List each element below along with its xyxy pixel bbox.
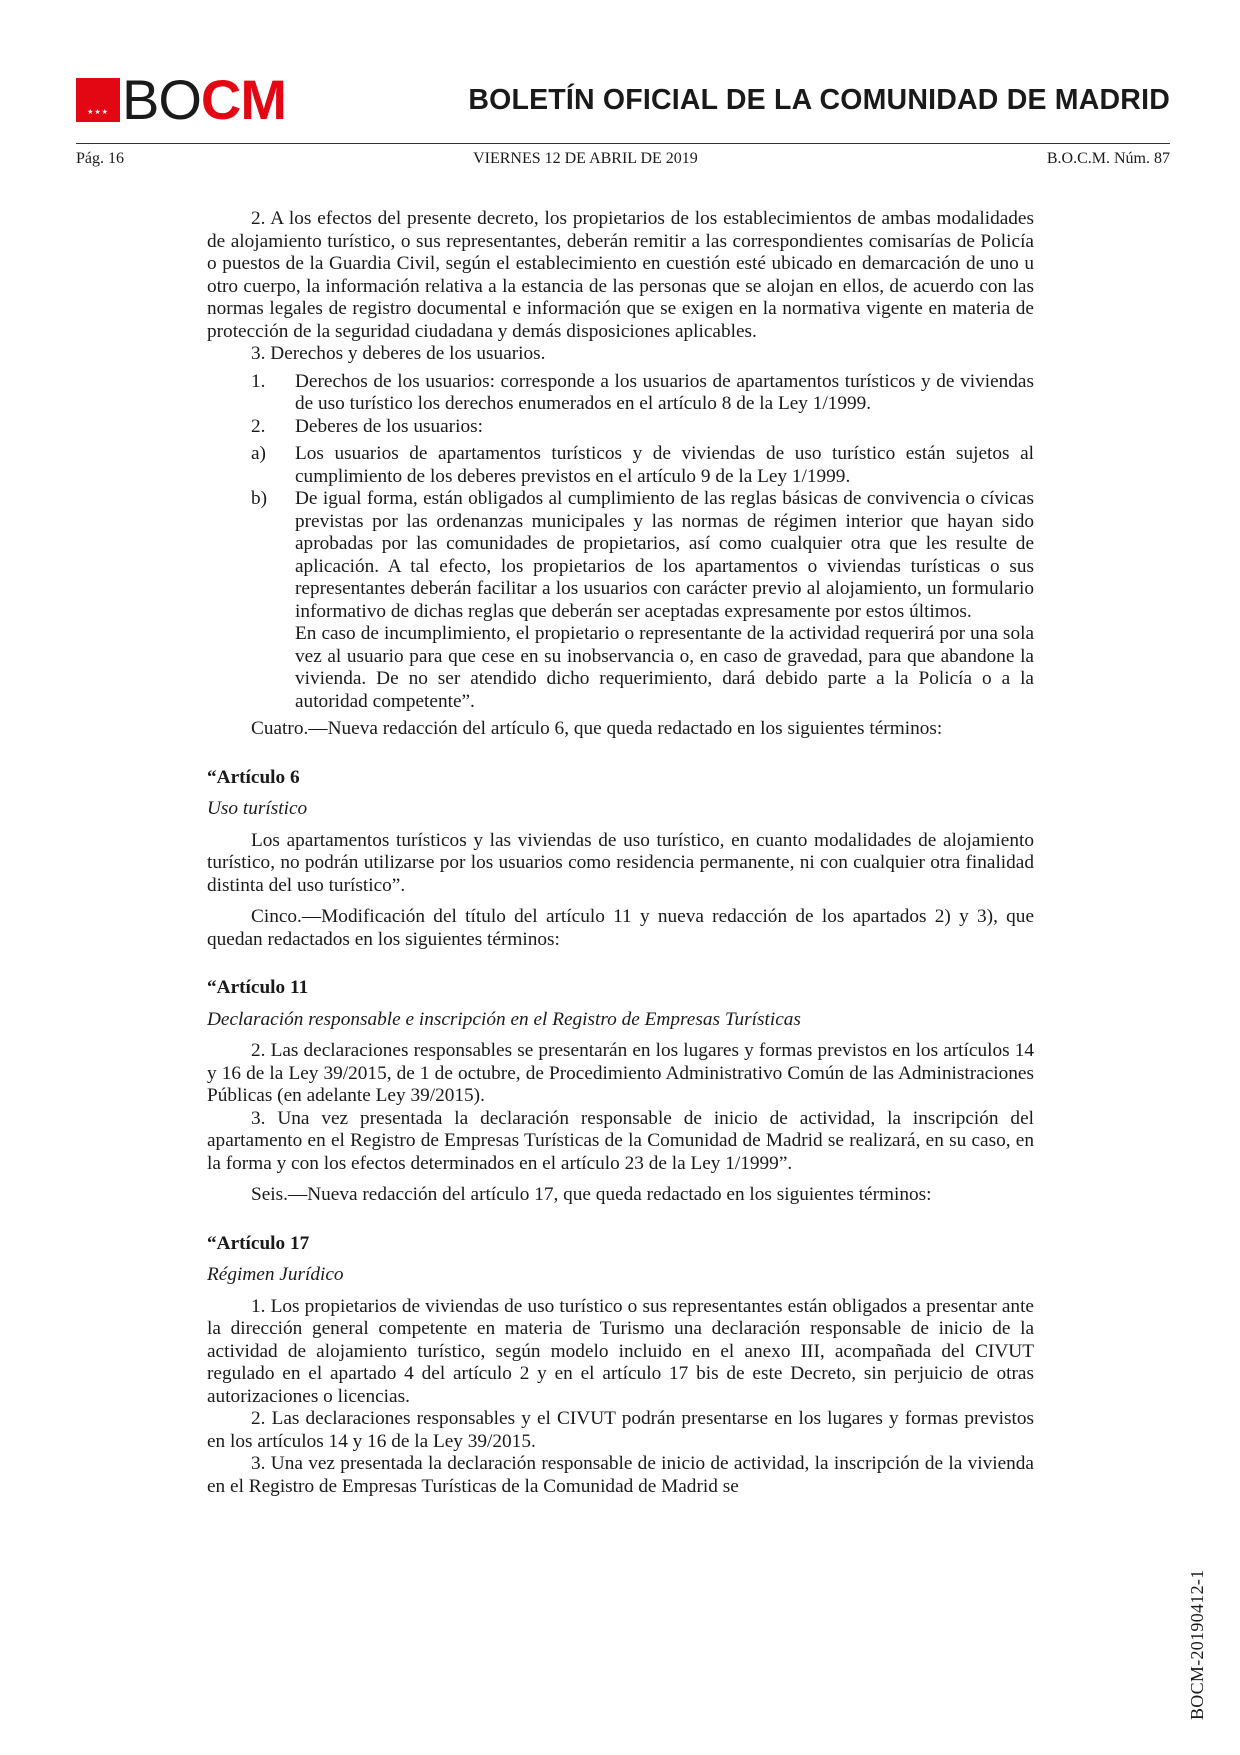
amendment-seis: Seis.—Nueva redacción del artículo 17, que queda redactado en los siguientes términos: [251,1184,932,1205]
article-17-paragraph-3: 3. Una vez presentada la declaración responsable de inicio de actividad, la inscripción de la vivienda en el Registro de Empresas Turísticas de la Comunidad de Madrid se [207,1453,1034,1497]
list-text: Los usuarios de apartamentos turísticos y de viviendas de uso turístico están sujetos al cumplimiento de los deberes previstos en el artículo 9 de la Ley 1/1999. [295,443,1034,487]
list-text-part-1: De igual forma, están obligados al cumplimiento de las reglas básicas de convivencia o cívicas previstas por las ordenanzas municipales y las normas de régimen interior que hayan sido aprobadas por las comunidades de propietarios, así como cualquier otra que les resulte de aplicación. A tal efecto, los propietarios de los apartamentos o viviendas turísticas o sus representantes deberán facilitar a los usuarios con carácter previo al alojamiento, un formulario informativo de dichas reglas que deberán ser aceptadas expresamente por estos últimos. [295,488,1034,622]
madrid-flag-icon [76,78,120,122]
paragraph-3: 3. Derechos y deberes de los usuarios. [251,343,546,364]
logo-cm: CM [200,68,287,131]
amendment-cuatro: Cuatro.—Nueva redacción del artículo 6, que queda redactado en los siguientes términos: [251,718,943,739]
issue-date: VIERNES 12 DE ABRIL DE 2019 [473,150,698,167]
list-item-1 [207,371,1034,416]
article-11-paragraph-3: 3. Una vez presentada la declaración responsable de inicio de actividad, la inscripción del apartamento en el Registro de Empresas Turísticas de la Comunidad de Madrid se realizará, en su caso, en la forma y con los efectos determinados en el artículo 23 de la Ley 1/1999”. [207,1107,1034,1174]
list-item-a [207,443,1034,488]
list-text-part-2: En caso de incumplimiento, el propietario o representante de la actividad requerirá por una sola vez al usuario para que cese en su inobservancia o, en caso de gravedad, para que abandone la vivienda. De no ser atendido dicho requerimiento, dará debido parte a la Policía o a la autoridad competente”. [295,623,1034,712]
article-17-title: Régimen Jurídico [207,1264,344,1285]
header-divider [76,143,1170,144]
list-marker: 1. [251,370,266,392]
bocm-document-code: BOCM-20190412-1 [1187,1569,1207,1720]
page-number: Pág. 16 [76,150,124,167]
article-11-heading: “Artículo 11 [207,977,309,998]
list-marker: a) [251,443,266,464]
issue-number: B.O.C.M. Núm. 87 [1046,150,1170,167]
bocm-logo [76,68,287,131]
list-item-2 [207,416,1034,439]
article-17-paragraph-1: 1. Los propietarios de viviendas de uso turístico o sus representantes están obligados a presentar ante la dirección general competente en materia de Turismo una declaración responsable de inicio de la actividad de alojamiento turístico, según modelo incluido en el anexo III, acompañada del CIVUT regulado en el apartado 4 del artículo 2 y en el artículo 17 bis de este Decreto, sin perjuicio de otras autorizaciones o licencias. [207,1295,1034,1407]
amendment-cinco: Cinco.—Modificación del título del artículo 11 y nueva redacción de los apartados 2) y 3), que quedan redactados en los siguientes términos: [207,906,1034,950]
list-item-b [207,488,1034,713]
bulletin-title: BOLETÍN OFICIAL DE LA COMUNIDAD DE MADRID [468,84,1170,116]
list-marker: 2. [251,415,266,437]
article-6-text: Los apartamentos turísticos y las viviendas de uso turístico, en cuanto modalidades de alojamiento turístico, no podrán utilizarse por los usuarios como residencia permanente, ni con cualquier otra finalidad distinta del uso turístico”. [207,829,1034,896]
article-11-title: Declaración responsable e inscripción en el Registro de Empresas Turísticas [207,1008,801,1030]
article-17-heading: “Artículo 17 [207,1232,310,1254]
list-text [295,488,1034,713]
article-11-paragraph-2: 2. Las declaraciones responsables se presentarán en los lugares y formas previstos en los artículos 14 y 16 de la Ley 39/2015, de 1 de octubre, de Procedimiento Administrativo Común de las Administraciones Públicas (en adelante Ley 39/2015). [207,1040,1034,1106]
running-head [76,150,1170,168]
document-body [207,208,1034,1498]
article-17-paragraph-2: 2. Las declaraciones responsables y el CIVUT podrán presentarse en los lugares y formas previstos en los artículos 14 y 16 de la Ley 39/2015. [207,1408,1034,1452]
article-6-heading: “Artículo 6 [207,766,300,788]
list-text: Deberes de los usuarios: [295,415,483,437]
logo-stars: ★★★ [87,108,109,116]
list-text: Derechos de los usuarios: corresponde a los usuarios de apartamentos turísticos y de viviendas de uso turístico los derechos enumerados en el artículo 8 de la Ley 1/1999. [295,370,1034,414]
article-6-title: Uso turístico [207,798,308,819]
list-marker: b) [251,488,268,509]
logo-bo: BO [122,68,201,131]
logo-wordmark [122,68,287,131]
paragraph-2: 2. A los efectos del presente decreto, los propietarios de los establecimientos de ambas modalidades de alojamiento turístico, o sus representantes, deberán remitir a las correspondientes comisarías de Policía o puestos de la Guardia Civil, según el establecimiento en cuestión esté ubicado en demarcación de uno u otro cuerpo, la información relativa a la estancia de las personas que se alojan en ellos, de acuerdo con las normas legales de registro documental e información que se exigen en la normativa vigente en materia de protección de la seguridad ciudadana y demás disposiciones aplicables. [207,208,1034,342]
